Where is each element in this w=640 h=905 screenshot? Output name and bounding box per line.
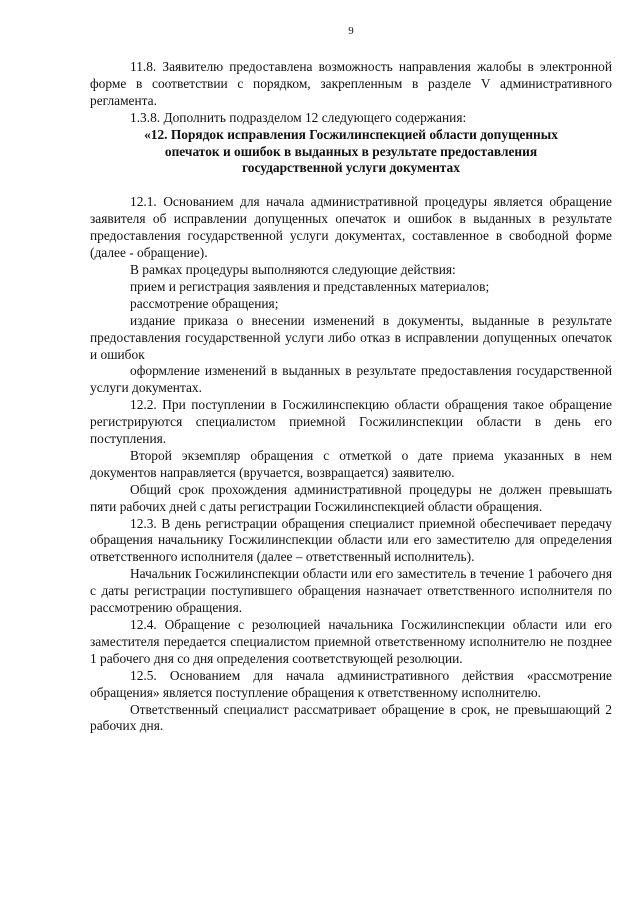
paragraph-actions-intro: В рамках процедуры выполняются следующие действия: [130, 261, 456, 277]
list-item-changes: оформление изменений в выданных в результате предоставления государственной услуги документах. [90, 363, 612, 396]
heading-line-3: государственной услуги документах [242, 160, 460, 176]
paragraph-11-8: 11.8. Заявителю предоставлена возможность направления жалобы в электронной форме в соответствии с порядком, закрепленным в разделе V административного регламента. [90, 59, 612, 108]
paragraph-12-2: 12.2. При поступлении в Госжилинспекцию области обращения такое обращение регистрируются специалистом приемной Госжилинспекции области в день его поступления. [90, 397, 612, 447]
list-item-registration: прием и регистрация заявления и представленных материалов; [130, 278, 490, 294]
paragraph-12-4: 12.4. Обращение с резолюцией начальника Госжилинспекции области или его заместителя передается специалистом приемной ответственному исполнителю не позднее 1 рабочего дня со дня определения соответствующей резолюции. [90, 617, 612, 666]
paragraph-12-3: 12.3. В день регистрации обращения специалист приемной обеспечивает передачу обращения начальнику Госжилинспекции области или его заместителю для определения ответственного исполнителя (далее – ответственный исполнитель). [90, 515, 612, 565]
heading-line-2: опечаток и ошибок в выданных в результате предоставления [164, 143, 538, 159]
paragraph-responsible-specialist: Ответственный специалист рассматривает обращение в срок, не превышающий 2 рабочих дня. [90, 701, 612, 734]
paragraph-12-5: 12.5. Основанием для начала административного действия «рассмотрение обращения» является поступление обращения к ответственному исполнителю. [90, 667, 612, 700]
list-item-review: рассмотрение обращения; [130, 295, 279, 311]
page-number: 9 [348, 25, 354, 37]
heading-line-1: «12. Порядок исправления Госжилинспекцией области допущенных [144, 126, 558, 142]
paragraph-12-1: 12.1. Основанием для начала административной процедуры является обращение заявителя об исправлении допущенных опечаток и ошибок в выданных в результате предоставления государственной услуги документах, составленное в свободной форме (далее - обращение). [90, 194, 612, 261]
paragraph-1-3-8: 1.3.8. Дополнить подразделом 12 следующего содержания: [130, 109, 467, 125]
list-item-order: издание приказа о внесении изменений в документы, выданные в результате предоставления государственной услуги либо отказ в исправлении допущенных опечаток и ошибок [90, 312, 612, 362]
paragraph-head-assigns: Начальник Госжилинспекции области или его заместитель в течение 1 рабочего дня с даты регистрации поступившего обращения назначает ответственного исполнителя по рассмотрению обращения. [90, 566, 612, 616]
paragraph-second-copy: Второй экземпляр обращения с отметкой о дате приема указанных в нем документов направляется (вручается, возвращается) заявителю. [90, 447, 612, 480]
section-heading-12 [90, 127, 612, 178]
paragraph-total-term: Общий срок прохождения административной процедуры не должен превышать пяти рабочих дней с даты регистрации Госжилинспекцией области обращения. [90, 481, 612, 514]
